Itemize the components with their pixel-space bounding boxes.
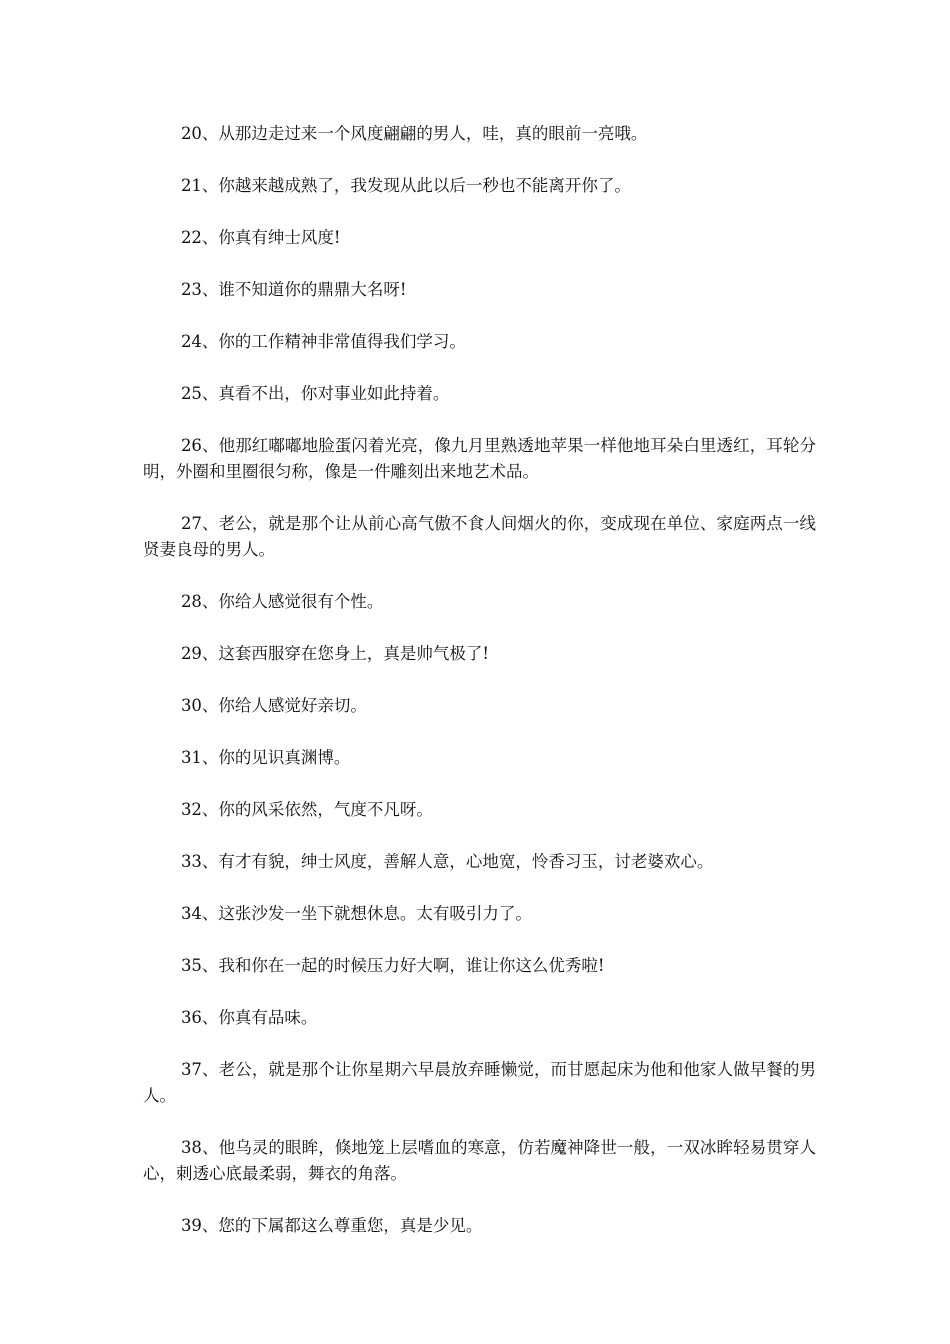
paragraph-38: 38、他乌灵的眼眸，倏地笼上层嗜血的寒意，仿若魔神降世一般，一双冰眸轻易贯穿人心，刺透心底最柔弱，舞衣的角落。 bbox=[143, 1138, 816, 1183]
document-body bbox=[143, 121, 816, 1265]
paragraph-37: 37、老公，就是那个让你星期六早晨放弃睡懒觉，而甘愿起床为他和他家人做早餐的男人。 bbox=[143, 1060, 816, 1105]
paragraph-20: 20、从那边走过来一个风度翩翩的男人，哇，真的眼前一亮哦。 bbox=[180, 124, 648, 143]
paragraph-28: 28、你给人感觉很有个性。 bbox=[180, 592, 384, 611]
paragraph-29: 29、这套西服穿在您身上，真是帅气极了! bbox=[180, 644, 490, 663]
paragraph-23: 23、谁不知道你的鼎鼎大名呀! bbox=[180, 280, 407, 299]
paragraph-31: 31、你的见识真渊博。 bbox=[180, 748, 351, 767]
paragraph-39: 39、您的下属都这么尊重您，真是少见。 bbox=[180, 1216, 483, 1235]
paragraph-26: 26、他那红嘟嘟地脸蛋闪着光亮，像九月里熟透地苹果一样他地耳朵白里透红，耳轮分明，外圈和里圈很匀称，像是一件雕刻出来地艺术品。 bbox=[143, 436, 816, 481]
paragraph-35: 35、我和你在一起的时候压力好大啊，谁让你这么优秀啦! bbox=[180, 956, 605, 975]
paragraph-27: 27、老公，就是那个让从前心高气傲不食人间烟火的你，变成现在单位、家庭两点一线贤妻良母的男人。 bbox=[143, 514, 816, 559]
paragraph-32: 32、你的风采依然，气度不凡呀。 bbox=[180, 800, 433, 819]
paragraph-24: 24、你的工作精神非常值得我们学习。 bbox=[180, 332, 466, 351]
paragraph-33: 33、有才有貌，绅士风度，善解人意，心地宽，怜香习玉，讨老婆欢心。 bbox=[180, 852, 714, 871]
paragraph-30: 30、你给人感觉好亲切。 bbox=[180, 696, 367, 715]
paragraph-25: 25、真看不出，你对事业如此持着。 bbox=[180, 384, 450, 403]
paragraph-36: 36、你真有品味。 bbox=[180, 1008, 318, 1027]
paragraph-22: 22、你真有绅士风度! bbox=[180, 228, 341, 247]
paragraph-34: 34、这张沙发一坐下就想休息。太有吸引力了。 bbox=[180, 904, 532, 923]
paragraph-21: 21、你越来越成熟了，我发现从此以后一秒也不能离开你了。 bbox=[180, 176, 631, 195]
